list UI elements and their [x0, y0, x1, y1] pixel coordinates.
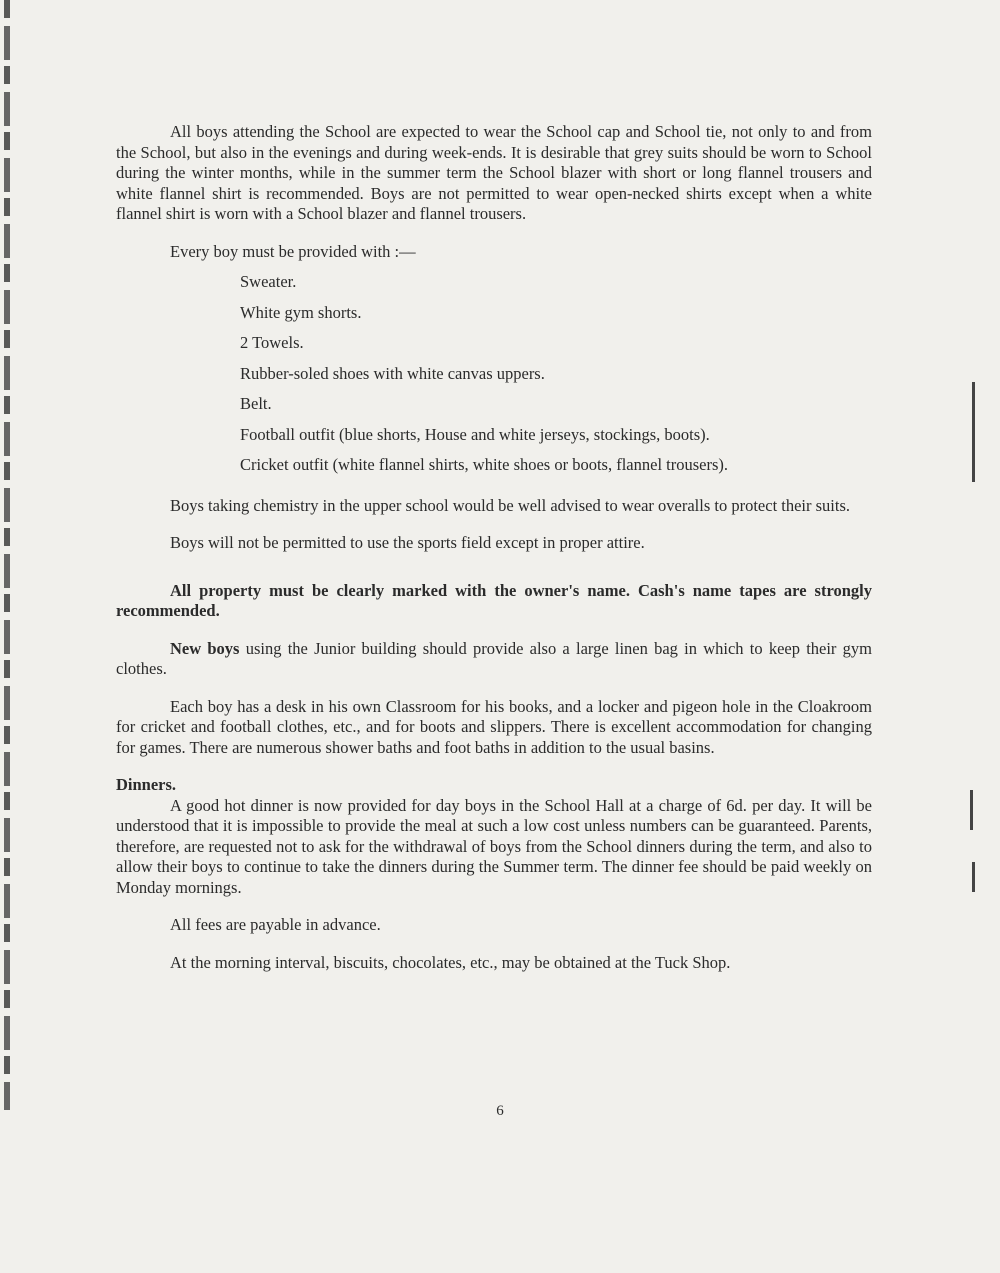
list-item: White gym shorts.	[240, 302, 362, 322]
new-boys-paragraph	[116, 639, 872, 680]
desk-paragraph: Each boy has a desk in his own Classroom for his books, and a locker and pigeon hole in the Cloakroom for cricket and football clothes, etc., and for boots and slippers. There is excellent accommodation for changing for games. There are numerous shower baths and foot baths in addition to the usual basins.	[116, 696, 872, 757]
new-boys-text: using the Junior building should provide also a large linen bag in which to keep their gym clothes.	[116, 638, 872, 678]
page-number: 6	[496, 1103, 504, 1119]
list-item: Belt.	[240, 394, 272, 413]
document-body	[116, 122, 872, 973]
dinners-heading: Dinners.	[116, 775, 177, 794]
uniform-paragraph: All boys attending the School are expected to wear the School cap and School tie, not only to and from the School, but also in the evenings and during week-ends. It is desirable that grey suits should be worn to School during the winter months, while in the summer term the School blazer with short or long flannel trousers and white flannel shirt is recommended. Boys are not permitted to wear open-necked shirts except when a white flannel shirt is worn with a School blazer and flannel trousers.	[116, 122, 872, 223]
provided-intro: Every boy must be provided with :—	[170, 241, 416, 261]
chemistry-paragraph: Boys taking chemistry in the upper school would be well advised to wear overalls to protect their suits.	[170, 495, 851, 515]
list-item: Sweater.	[240, 272, 297, 291]
property-paragraph: All property must be clearly marked with the owner's name. Cash's name tapes are strongly recommended.	[116, 580, 872, 620]
scan-mark	[970, 790, 973, 830]
new-boys-lead: New boys	[170, 638, 240, 658]
fees-paragraph: All fees are payable in advance.	[170, 915, 381, 934]
required-items-list	[116, 272, 872, 476]
scan-mark	[972, 382, 975, 482]
scan-mark	[972, 862, 975, 892]
list-item: Cricket outfit (white flannel shirts, white shoes or boots, flannel trousers).	[240, 455, 729, 474]
sports-field-paragraph: Boys will not be permitted to use the sports field except in proper attire.	[170, 533, 645, 552]
list-item: Rubber-soled shoes with white canvas uppers.	[240, 363, 545, 383]
scan-edge-marks	[4, 0, 10, 1110]
tuck-shop-paragraph: At the morning interval, biscuits, chocolates, etc., may be obtained at the Tuck Shop.	[170, 952, 731, 972]
dinners-paragraph: A good hot dinner is now provided for day boys in the School Hall at a charge of 6d. per day. It will be understood that it is impossible to provide the meal at such a low cost unless numbers can be guaranteed. Parents, therefore, are requested not to ask for the withdrawal of boys from the School dinners during the term, and also to allow their boys to continue to take the dinners during the Summer term. The dinner fee should be paid weekly on Monday mornings.	[116, 795, 872, 897]
list-item: 2 Towels.	[240, 333, 304, 352]
list-item: Football outfit (blue shorts, House and white jerseys, stockings, boots).	[240, 424, 710, 444]
